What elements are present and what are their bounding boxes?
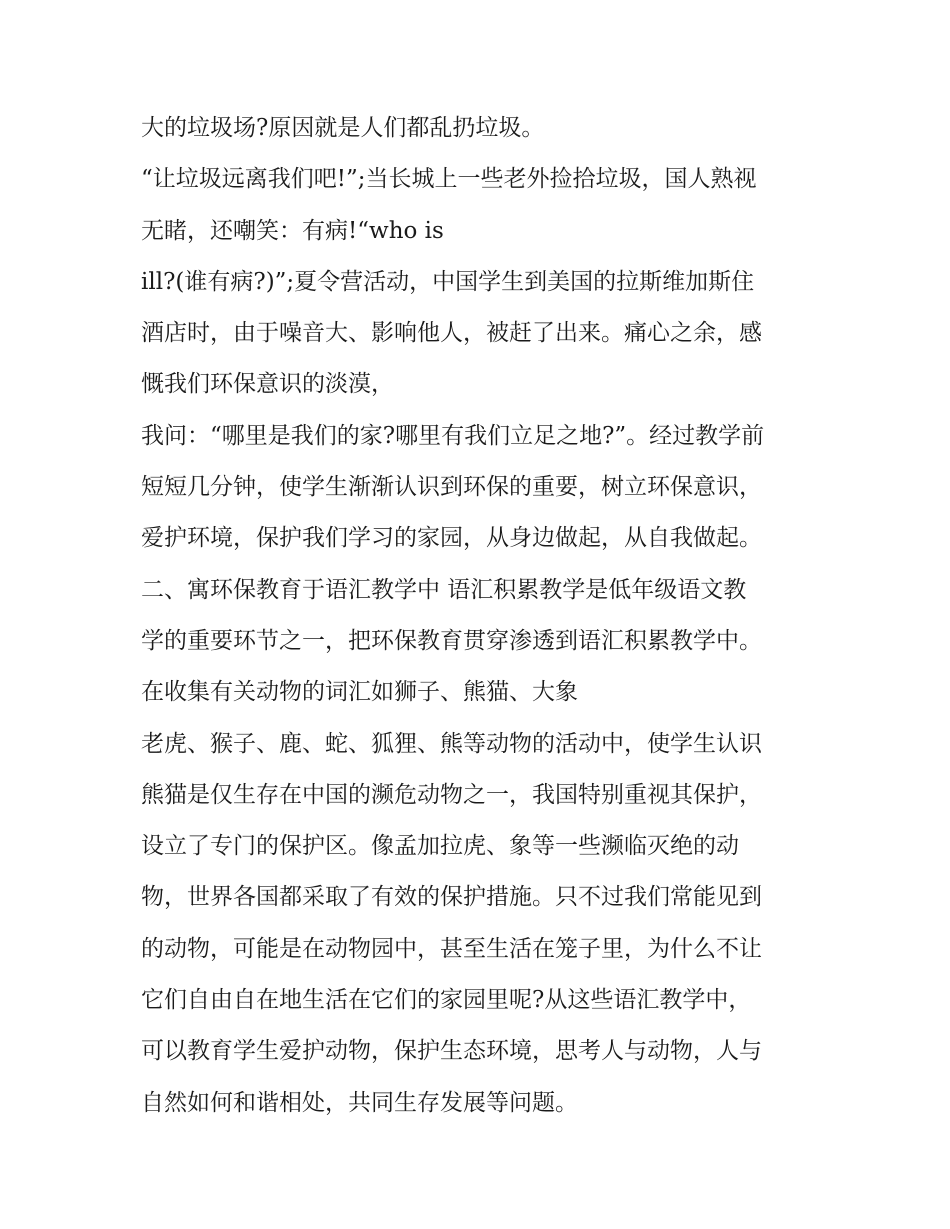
text-line: 在收集有关动物的词汇如狮子、熊猫、大象 (141, 679, 578, 706)
text-line: 学的重要环节之一，把环保教育贯穿渗透到语汇积累教学中。 (141, 627, 762, 654)
text-line: 短短几分钟，使学生渐渐认识到环保的重要，树立环保意识， (141, 474, 762, 501)
text-line: 老虎、猴子、鹿、蛇、狐狸、熊等动物的活动中，使学生认识 (141, 730, 762, 757)
text-line: 自然如何和谐相处，共同生存发展等问题。 (141, 1089, 578, 1116)
text-line: 无睹，还嘲笑：有病!“who is (141, 217, 444, 244)
text-line: 二、寓环保教育于语汇教学中 语汇积累教学是低年级语文教 (141, 576, 747, 603)
text-line: 爱护环境，保护我们学习的家园，从身边做起，从自我做起。 (141, 525, 762, 552)
text-line: 的动物，可能是在动物园中，甚至生活在笼子里，为什么不让 (141, 935, 762, 962)
text-line: 酒店时，由于噪音大、影响他人，被赶了出来。痛心之余，感 (141, 320, 762, 347)
body-text (141, 103, 841, 1129)
text-line: 我问：“哪里是我们的家?哪里有我们立足之地?”。经过教学前 (141, 422, 765, 449)
text-line: 可以教育学生爱护动物，保护生态环境，思考人与动物，人与 (141, 1038, 762, 1065)
text-line: “让垃圾远离我们吧!”;当长城上一些老外捡拾垃圾，国人熟视 (141, 166, 757, 193)
text-line: 慨我们环保意识的淡漠， (141, 371, 394, 398)
text-line: 设立了专门的保护区。像孟加拉虎、象等一些濒临灭绝的动 (141, 833, 739, 860)
text-line: 大的垃圾场?原因就是人们都乱扔垃圾。 (141, 115, 545, 141)
text-line: 物，世界各国都采取了有效的保护措施。只不过我们常能见到 (141, 884, 762, 911)
text-line: ill?(谁有病?)”;夏令营活动，中国学生到美国的拉斯维加斯住 (141, 268, 755, 295)
text-line: 它们自由自在地生活在它们的家园里呢?从这些语汇教学中， (141, 987, 752, 1014)
text-line: 熊猫是仅生存在中国的濒危动物之一，我国特别重视其保护， (141, 781, 762, 808)
